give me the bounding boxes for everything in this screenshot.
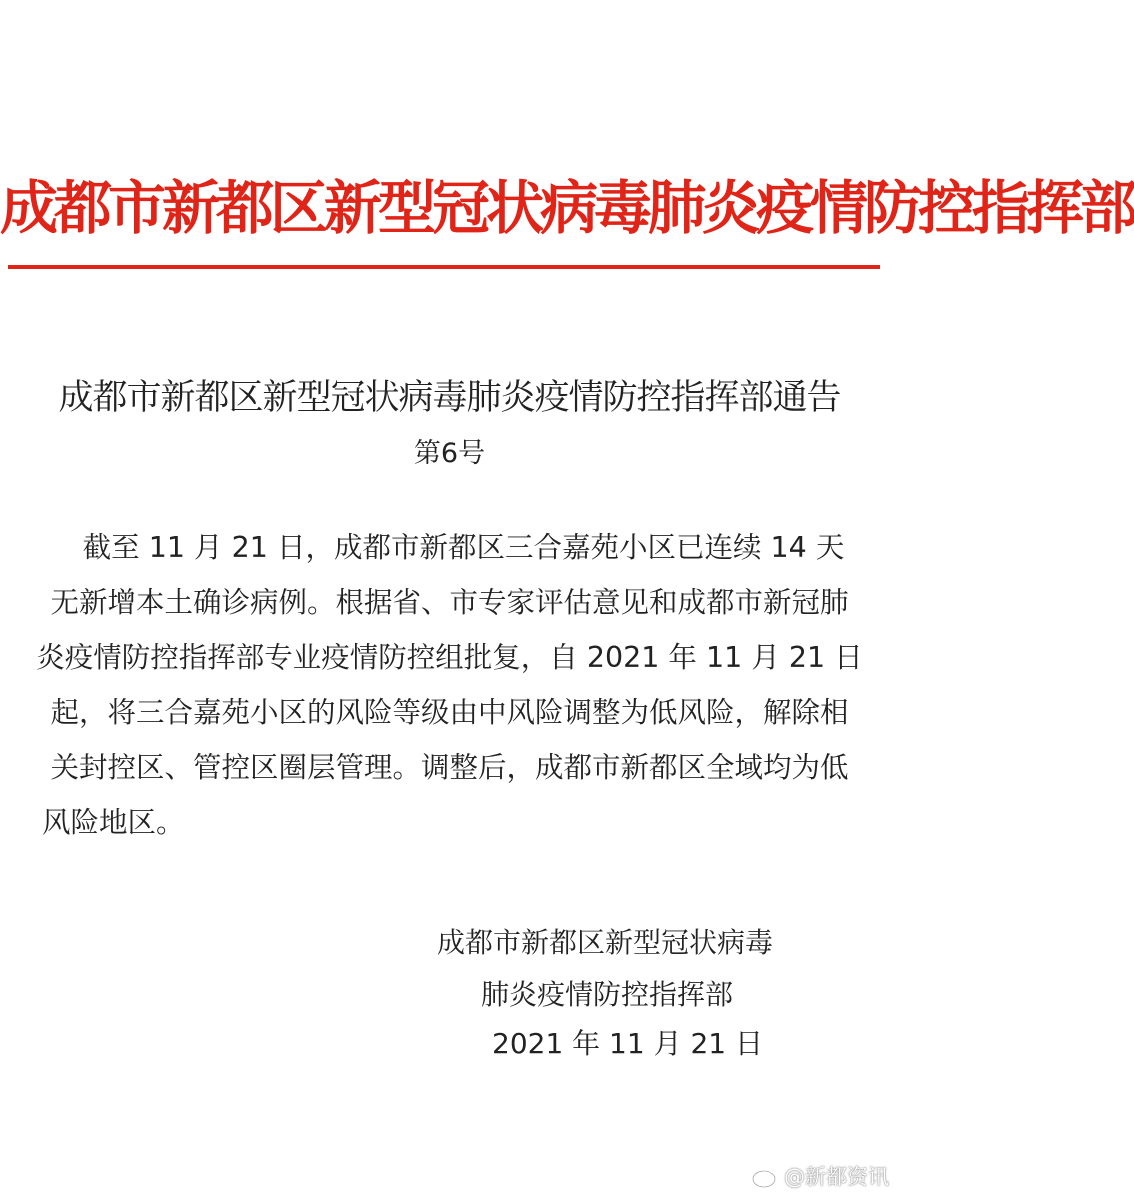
body-line-5: 关封控区、管控区圈层管理。调整后，成都市新都区全域均为低 — [50, 751, 849, 784]
watermark — [751, 1162, 889, 1192]
header-title: 成都市新都区新型冠状病毒肺炎疫情防控指挥部 — [0, 174, 1134, 242]
notice-title: 成都市新都区新型冠状病毒肺炎疫情防控指挥部通告 — [58, 378, 841, 418]
body-line-1: 截至 11 月 21 日，成都市新都区三合嘉苑小区已连续 14 天 — [82, 531, 845, 564]
signature-date: 2021 年 11 月 21 日 — [492, 1027, 764, 1060]
red-rule — [8, 265, 880, 269]
watermark-text: @新都资讯 — [784, 1165, 889, 1189]
body-line-3: 炎疫情防控指挥部专业疫情防控组批复，自 2021 年 11 月 21 日 — [36, 641, 863, 674]
signature-line-2: 肺炎疫情防控指挥部 — [481, 978, 734, 1011]
red-rule-line — [8, 265, 880, 269]
body-line-2: 无新增本土确诊病例。根据省、市专家评估意见和成都市新冠肺 — [50, 586, 849, 619]
signature-line-1: 成都市新都区新型冠状病毒 — [437, 926, 774, 959]
body-line-6: 风险地区。 — [42, 806, 185, 839]
body-line-4: 起，将三合嘉苑小区的风险等级由中风险调整为低风险，解除相 — [50, 696, 849, 729]
notice-number: 第6号 — [413, 438, 486, 469]
weibo-icon — [751, 1166, 781, 1188]
